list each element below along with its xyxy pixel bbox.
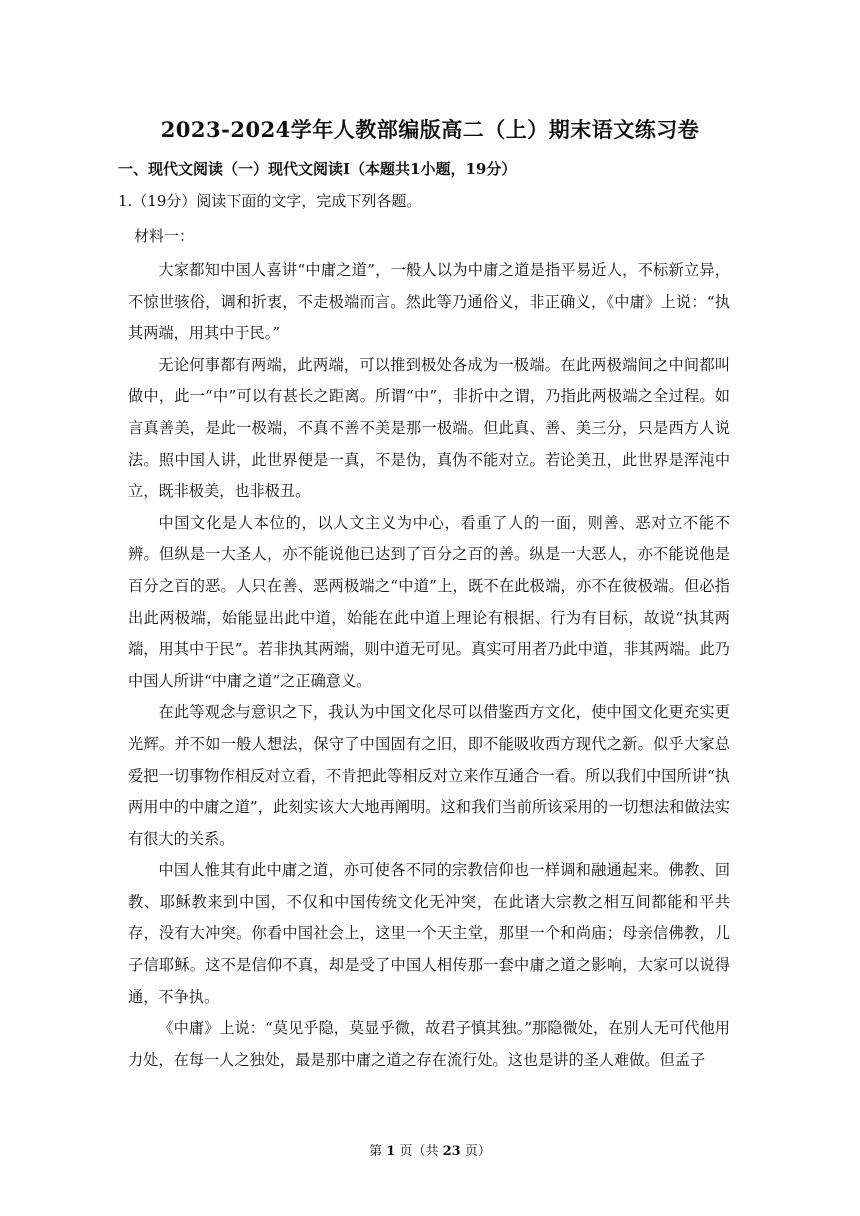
paragraph: 大家都知中国人喜讲“中庸之道”，一般人以为中庸之道是指平易近人，不标新立异，不惊世骇俗，调和折衷，不走极端而言。然此等乃通俗义，非正确义，《中庸》上说：“执其两端，用其中于民。”: [128, 261, 730, 343]
footer-suffix: 页）: [464, 1144, 491, 1159]
paragraph: 中国文化是人本位的，以人文主义为中心，看重了人的一面，则善、恶对立不能不辨。但纵是一大圣人，亦不能说他已达到了百分之百的善。纵是一大恶人，亦不能说他是百分之百的恶。人只在善、恶两极端之“中道”上，既不在此极端，亦不在彼极端。但必指出此两极端，始能显出此中道，始能在此中道上理论有根据、行为有目标，故说“执其两端，用其中于民”。若非执其两端，则中道无可见。真实可用者乃此中道，非其两端。此乃中国人所讲“中庸之道”之正确意义。: [128, 513, 730, 690]
section-heading: 一、现代文阅读（一）现代文阅读Ⅰ（本题共1小题，19分）: [118, 160, 517, 178]
footer-middle: 页（共: [399, 1144, 439, 1159]
material-label: 材料一：: [134, 227, 195, 245]
paragraph: 《中庸》上说：“莫见乎隐，莫显乎微，故君子慎其独。”那隐微处，在别人无可代他用力处，在每一人之独处，最是那中庸之道之存在流行处。这也是讲的圣人难做。但孟子: [128, 1019, 730, 1069]
page-number: 1: [386, 1144, 396, 1159]
question-stem: 1.（19分）阅读下面的文字，完成下列各题。: [118, 192, 422, 210]
paragraph: 无论何事都有两端，此两端，可以推到极处各成为一极端。在此两极端间之中间都叫做中，此一“中”可以有甚长之距离。所谓“中”，非折中之谓，乃指此两极端之全过程。如言真善美，是此一极端，不真不善不美是那一极端。但此真、善、美三分，只是西方人说法。照中国人讲，此世界便是一真，不是伪，真伪不能对立。若论美丑，此世界是浑沌中立，既非极美，也非极丑。: [128, 355, 730, 501]
page-footer: [0, 1140, 860, 1159]
document-title: 2023-2024学年人教部编版高二（上）期末语文练习卷: [160, 117, 700, 142]
paragraph: 中国人惟其有此中庸之道，亦可使各不同的宗教信仰也一样调和融通起来。佛教、回教、耶稣教来到中国，不仅和中国传统文化无冲突，在此诸大宗教之相互间都能和平共存，没有大冲突。你看中国社会上，这里一个天主堂，那里一个和尚庙；母亲信佛教，儿子信耶稣。这不是信仰不真，却是受了中国人相传那一套中庸之道之影响，大家可以说得通，不争执。: [128, 861, 730, 1006]
total-pages: 23: [442, 1144, 461, 1159]
footer-prefix: 第: [369, 1144, 383, 1159]
reading-passage: [128, 255, 730, 1076]
paragraph: 在此等观念与意识之下，我认为中国文化尽可以借鉴西方文化，使中国文化更充实更光辉。并不如一般人想法，保守了中国固有之旧，即不能吸收西方现代之新。似乎大家总爱把一切事物作相反对立看，不肯把此等相反对立来作互通合一看。所以我们中国所讲“执两用中的中庸之道”，此刻实该大大地再阐明。这和我们当前所该采用的一切想法和做法实有很大的关系。: [128, 703, 730, 848]
